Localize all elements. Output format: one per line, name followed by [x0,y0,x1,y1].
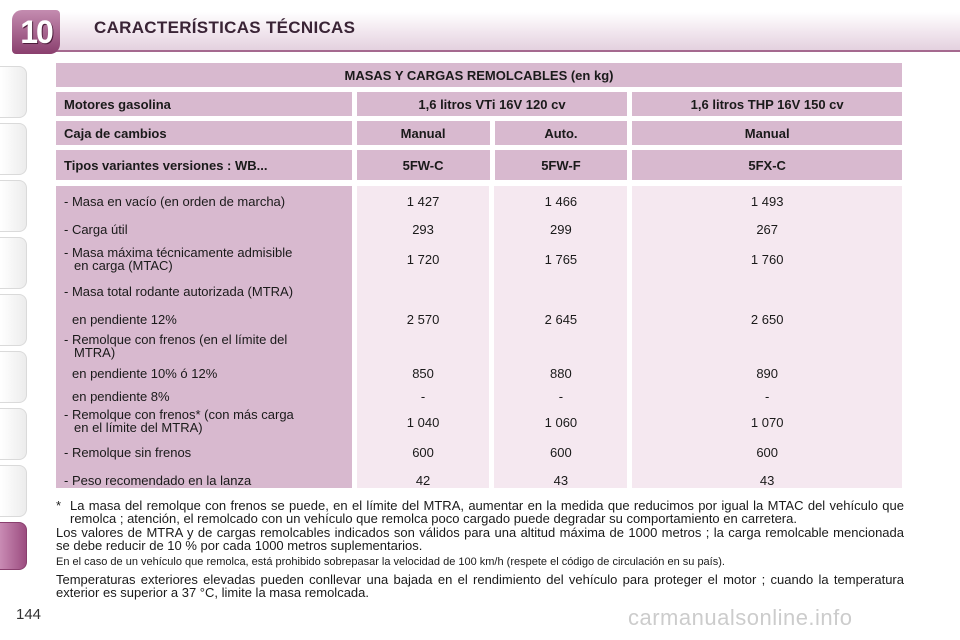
v2-remolque-mas: 1 060 [544,415,578,430]
v3-carga-util: 267 [756,222,779,237]
v3-pendiente-12: 2 650 [750,312,784,327]
type-3: 5FX-C [632,150,902,180]
label-mtac-line1: - Masa máxima técnicamente admisible [64,245,293,260]
asterisk-mark: * [56,498,62,513]
engine-row [56,92,902,116]
gearbox-3: Manual [632,121,902,145]
gearbox-2: Auto. [495,121,628,145]
gearbox-label: Caja de cambios [56,121,352,145]
labels-column [56,186,352,488]
side-tabs [0,66,34,575]
values-column-1 [357,186,490,488]
engine-1: 1,6 litros VTi 16V 120 cv [357,92,628,116]
gearbox-1: Manual [357,121,490,145]
side-tab[interactable] [0,237,27,289]
v2-masa-vacio: 1 466 [544,194,578,209]
label-pendiente-8: en pendiente 8% [72,389,170,404]
v3-remolque-sin: 600 [756,445,779,460]
table-body [56,186,902,488]
v1-pendiente-10-12: 850 [412,366,434,381]
side-tab[interactable] [0,351,27,403]
v2-carga-util: 299 [550,222,572,237]
v2-pendiente-12: 2 645 [544,312,578,327]
v1-peso-lanza: 42 [415,473,431,488]
spec-table [56,63,902,488]
values-column-2 [494,186,627,488]
table-title-row [56,63,902,87]
label-mtac-line2: en carga (MTAC) [74,258,173,273]
label-pendiente-12: en pendiente 12% [72,312,177,327]
side-tab[interactable] [0,408,27,460]
v3-mtac: 1 760 [750,252,784,267]
v1-remolque-sin: 600 [412,445,434,460]
label-remolque-frenos-line1: - Remolque con frenos (en el límite del [64,332,288,347]
v1-mtac: 1 720 [406,252,440,267]
note-asterisk [56,499,904,525]
label-remolque-sin: - Remolque sin frenos [64,445,192,460]
note-asterisk-text: La masa del remolque con frenos se puede, en el límite del MTRA, aumentar en la medida que reducimos por igual la MTAC del vehículo que remolca ; atención, el remolcado con un vehículo que remolca poco cargado puede degradar su comportamiento en carretera. [70,498,904,526]
label-remolque-mas-line2: en el límite del MTRA) [74,420,203,435]
v1-masa-vacio: 1 427 [406,194,440,209]
side-tab[interactable] [0,66,27,118]
page-header [0,0,960,56]
v3-masa-vacio: 1 493 [750,194,784,209]
engine-2: 1,6 litros THP 16V 150 cv [632,92,902,116]
v2-peso-lanza: 43 [553,473,569,488]
types-label: Tipos variantes versiones : WB... [56,150,352,180]
label-mtac [64,246,349,272]
values-column-3 [632,186,902,488]
side-tab[interactable] [0,123,27,175]
side-tab[interactable] [0,465,27,517]
v3-pendiente-8: - [764,389,770,404]
v3-remolque-mas: 1 070 [750,415,784,430]
side-tab[interactable] [0,180,27,232]
v3-pendiente-10-12: 890 [756,366,779,381]
notes [56,499,904,599]
label-masa-vacio: - Masa en vacío (en orden de marcha) [64,194,286,209]
types-row [56,150,902,180]
label-remolque-mas-line1: - Remolque con frenos* (con más carga [64,407,294,422]
v2-pendiente-10-12: 880 [550,366,572,381]
engine-label: Motores gasolina [56,92,352,116]
watermark: carmanualsonline.info [628,605,853,630]
side-tab[interactable] [0,294,27,346]
v1-pendiente-8: - [420,389,426,404]
type-1: 5FW-C [357,150,490,180]
note-temperature: Temperaturas exteriores elevadas pueden conllevar una bajada en el rendimiento del vehículo para proteger el motor ; cuando la temperatura exterior es superior a 37 °C, limite la masa remolcada. [56,572,904,600]
label-remolque-frenos-line2: MTRA) [74,345,116,360]
note-altitude: Los valores de MTRA y de cargas remolcables indicados son válidos para una altitud máxima de 1000 metros ; la carga remolcable mencionada se debe reducir de 10 % por cada 1000 metros suplementarios. [56,525,904,553]
v2-remolque-sin: 600 [550,445,572,460]
v2-pendiente-8: - [558,389,564,404]
header-line [52,50,960,52]
page-number: 144 [16,606,42,623]
table-title: MASAS Y CARGAS REMOLCABLES (en kg) [56,63,902,87]
note-speed: En el caso de un vehículo que remolca, está prohibido sobrepasar la velocidad de 100 km/h (respete el código de circulación en su país). [56,556,725,568]
label-mtra: - Masa total rodante autorizada (MTRA) [64,284,294,299]
v3-peso-lanza: 43 [759,473,775,488]
label-remolque-mas [64,408,349,434]
v1-carga-util: 293 [412,222,434,237]
type-2: 5FW-F [495,150,628,180]
label-pendiente-10-12: en pendiente 10% ó 12% [72,366,218,381]
chapter-badge: 10 [12,10,60,54]
label-peso-lanza: - Peso recomendado en la lanza [64,473,252,488]
label-carga-util: - Carga útil [64,222,128,237]
page-title: CARACTERÍSTICAS TÉCNICAS [94,18,356,37]
gearbox-row [56,121,902,145]
label-remolque-frenos [64,333,349,359]
v2-mtac: 1 765 [544,252,578,267]
v1-remolque-mas: 1 040 [406,415,440,430]
side-tab-active[interactable] [0,522,27,570]
v1-pendiente-12: 2 570 [406,312,440,327]
